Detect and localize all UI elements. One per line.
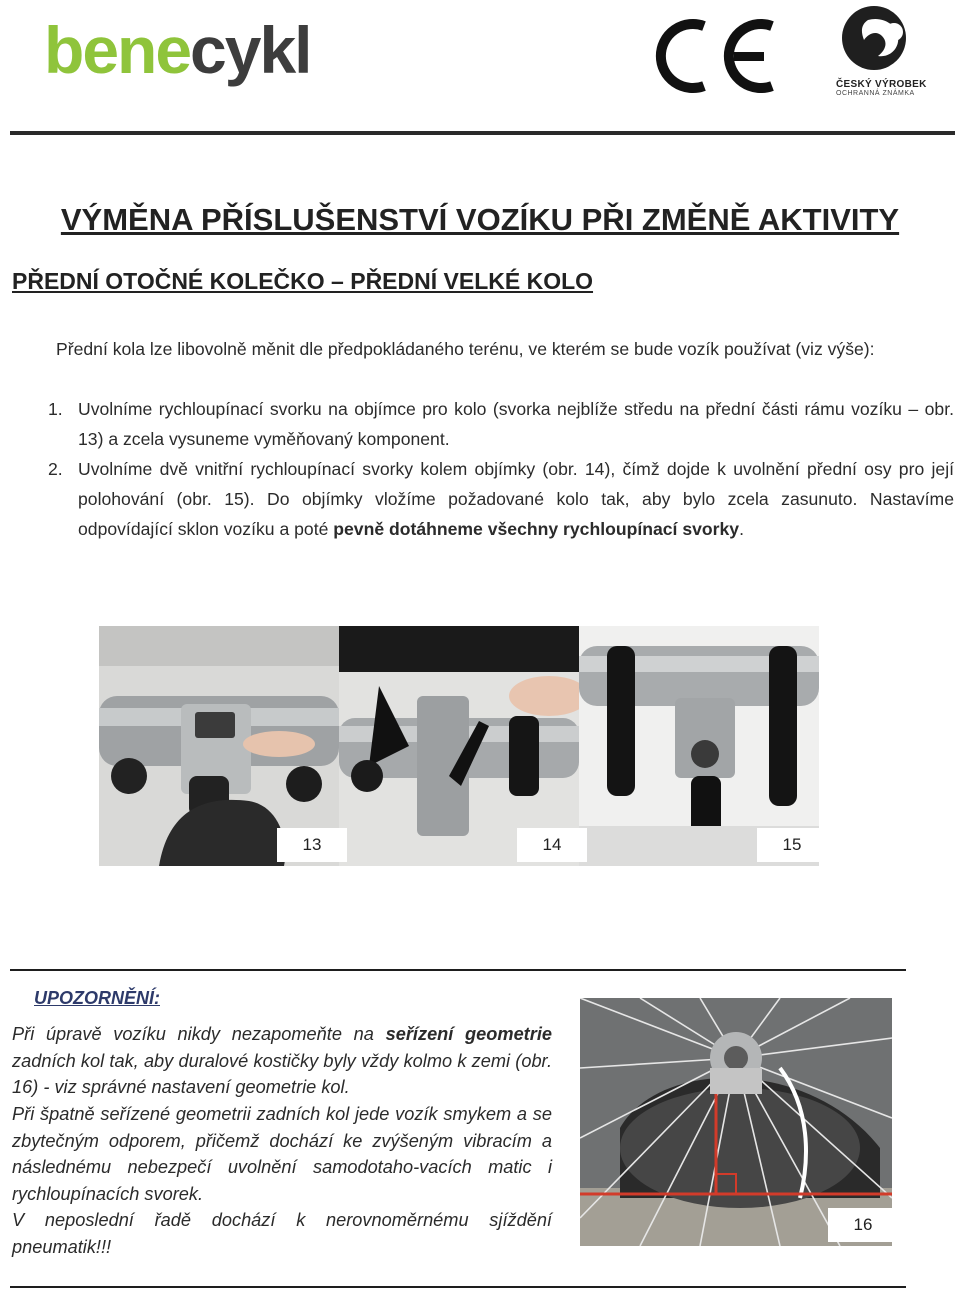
section-title: PŘEDNÍ OTOČNÉ KOLEČKO – PŘEDNÍ VELKÉ KOLO [12,268,594,294]
warning-paragraph: V neposlední řadě dochází k nerovnoměrnému sjíždění pneumatik!!! [12,1210,552,1257]
figure-caption: 13 [277,828,347,862]
step-text-bold: pevně dotáhneme všechny rychloupínací svorky [333,519,740,539]
section-divider [10,969,906,971]
logo-text-cykl: cykl [190,13,311,87]
cz-mark-sublabel: OCHRANNÁ ZNÁMKA [836,90,915,97]
page-title: VÝMĚNA PŘÍSLUŠENSTVÍ VOZÍKU PŘI ZMĚNĚ AKTIVITY [60,202,900,237]
intro-paragraph: Přední kola lze libovolně měnit dle předpokládaného terénu, ve kterém se bude vozík používat (viz výše): [56,339,875,359]
warning-text-bold: seřízení geometrie [385,1024,552,1044]
figure-caption: 15 [757,828,827,862]
warning-text: zadních kol tak, aby duralové kostičky byly vždy kolmo k zemi (obr. 16) - viz správné nastavení geometrie kol. [12,1050,552,1097]
benecykl-logo [44,10,311,90]
step-number: 2. [48,459,63,479]
figure-caption: 16 [828,1208,898,1242]
warning-paragraph: Při špatně seřízené geometrii zadních kol jede vozík smykem a se zbytečným odporem, přičemž dochází ke zvýšeným vibracím a následnému nebezpečí uvolnění samodotaho-vacích matic i rychloupínacích svorek. [12,1104,552,1204]
step-text-end: . [739,519,744,539]
ce-mark-icon [652,8,776,104]
header-divider [10,131,955,135]
logo-text-bene: bene [44,13,191,87]
warning-text: Při úpravě vozíku nikdy nezapomeňte na [12,1024,386,1044]
footer-divider [10,1286,906,1288]
step-text [78,454,954,544]
warning-paragraph [12,1021,552,1101]
cz-mark-label: ČESKÝ VÝROBEK [836,79,927,90]
step-number: 1. [48,399,63,419]
figure-caption: 14 [517,828,587,862]
step-text-main: Uvolníme dvě vnitřní rychloupínací svorky kolem objímky (obr. 14), čímž dojde k uvolnění přední osy pro její polohování (obr. 15). Do objímky vložíme požadované kolo tak, aby bylo zcela zasunuto. Nastavíme odpovídající sklon vozíku a poté [78,459,954,539]
step-text: Uvolníme rychloupínací svorku na objímce pro kolo (svorka nejblíže středu na přední části rámu vozíku – obr. 13) a zcela vysuneme vyměňovaný komponent. [78,399,954,449]
warning-heading: UPOZORNĚNÍ: [34,988,160,1008]
